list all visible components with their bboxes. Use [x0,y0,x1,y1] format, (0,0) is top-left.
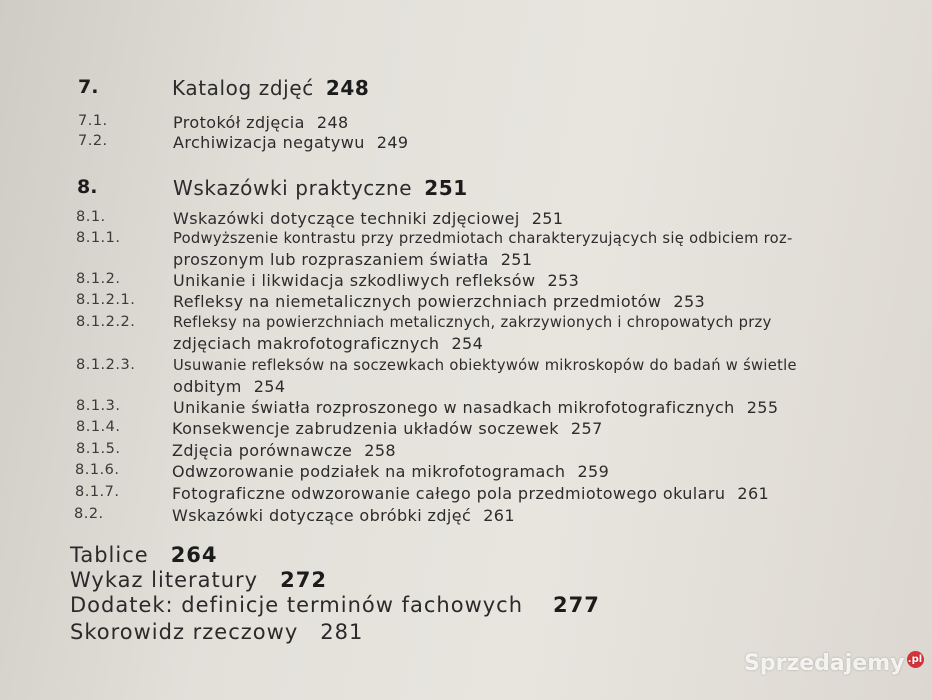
chapter-title: Katalog zdjęć [172,76,314,100]
entry-number: 8.1.2.1. [76,292,136,308]
back-matter-title: Tablice [70,543,149,567]
entry-title-row [173,377,285,396]
entry-title: Odwzorowanie podziałek na mikrofotogramach [172,462,566,481]
page-number: 281 [320,620,364,644]
watermark-badge: .pl [907,651,924,668]
entry-number: 8.1.1. [76,230,121,246]
page-number: 272 [280,568,327,592]
entry-number: 8.1.6. [75,462,120,478]
entry-number: 8.1.4. [76,419,121,435]
entry-number: 7.1. [78,113,108,129]
chapter-title: Wskazówki praktyczne [173,176,413,200]
entry-title-row [172,506,515,525]
entry-title-cont: zdjęciach makrofotograficznych [173,334,440,353]
entry-title-row [173,398,778,417]
entry-title-row [173,292,705,311]
back-matter-title: Dodatek: definicje terminów fachowych [70,593,524,617]
entry-title: Unikanie i likwidacja szkodliwych refleksów [173,271,536,290]
entry-title-row [172,419,603,438]
page-number: 248 [325,76,370,100]
chapter-title-row [173,176,468,200]
page-number: 254 [253,377,286,396]
page-number: 253 [547,271,580,290]
entry-title-row [172,462,609,481]
entry-title: Usuwanie refleksów na soczewkach obiektywów mikroskopów do badań w świetle [173,357,797,374]
entry-title: Refleksy na niemetalicznych powierzchniach przedmiotów [173,292,662,311]
entry-title: Wskazówki dotyczące obróbki zdjęć [172,506,472,525]
page-number: 258 [364,441,397,460]
chapter-number: 8. [77,176,98,198]
back-matter-title: Wykaz literatury [70,568,259,592]
entry-title: Protokół zdjęcia [173,113,305,132]
entry-number: 8.1.3. [76,398,121,414]
entry-number: 8.2. [74,506,104,522]
entry-title: Fotograficzne odwzorowanie całego pola przedmiotowego okularu [172,484,726,503]
back-matter-item [70,620,363,644]
page-number: 251 [500,250,533,269]
entry-title-row [173,133,409,152]
back-matter-item [70,543,218,567]
page-number: 277 [553,593,600,617]
entry-title: Refleksy na powierzchniach metalicznych, zakrzywionych i chropowatych przy [173,314,772,331]
watermark-logo [744,651,924,676]
page-number: 254 [451,334,484,353]
entry-title-row [172,484,769,503]
page-number: 261 [737,484,770,503]
entry-number: 8.1. [76,209,106,225]
entry-number: 8.1.2.2. [76,314,136,330]
entry-title-row [173,113,349,132]
page-number: 251 [424,176,468,200]
entry-title: Podwyższenie kontrastu przy przedmiotach charakteryzujących się odbiciem roz- [173,230,793,247]
entry-title-cont: odbitym [173,377,242,396]
chapter-title-row [172,76,369,100]
chapter-number: 7. [78,76,99,98]
watermark-text: Sprzedajemy [744,651,905,676]
page-number: 261 [483,506,515,525]
page-number: 249 [376,133,409,152]
back-matter-item [70,568,327,592]
page-number: 248 [316,113,349,132]
entry-number: 8.1.2. [76,271,121,287]
page-number: 255 [746,398,779,417]
entry-title: Konsekwencje zabrudzenia układów soczewek [172,419,559,438]
entry-number: 7.2. [78,133,108,149]
entry-title-row [173,271,579,290]
entry-title: Archiwizacja negatywu [173,133,365,152]
page-number: 251 [531,209,564,228]
page-number: 259 [577,462,610,481]
entry-title-cont: proszonym lub rozpraszaniem światła [173,250,489,269]
entry-title-row [172,441,396,460]
page-number: 257 [570,419,603,438]
entry-title: Unikanie światła rozproszonego w nasadkach mikrofotograficznych [173,398,735,417]
entry-title-row [173,334,483,353]
entry-title-row [173,209,563,228]
entry-title: Wskazówki dotyczące techniki zdjęciowej [173,209,520,228]
entry-number: 8.1.5. [76,441,121,457]
entry-number: 8.1.7. [75,484,120,500]
page-number: 264 [170,543,218,567]
entry-title-row [173,250,532,269]
entry-number: 8.1.2.3. [76,357,136,373]
back-matter-item [70,593,600,617]
page-number: 253 [673,292,706,311]
back-matter-title: Skorowidz rzeczowy [70,620,299,644]
entry-title: Zdjęcia porównawcze [172,441,353,460]
